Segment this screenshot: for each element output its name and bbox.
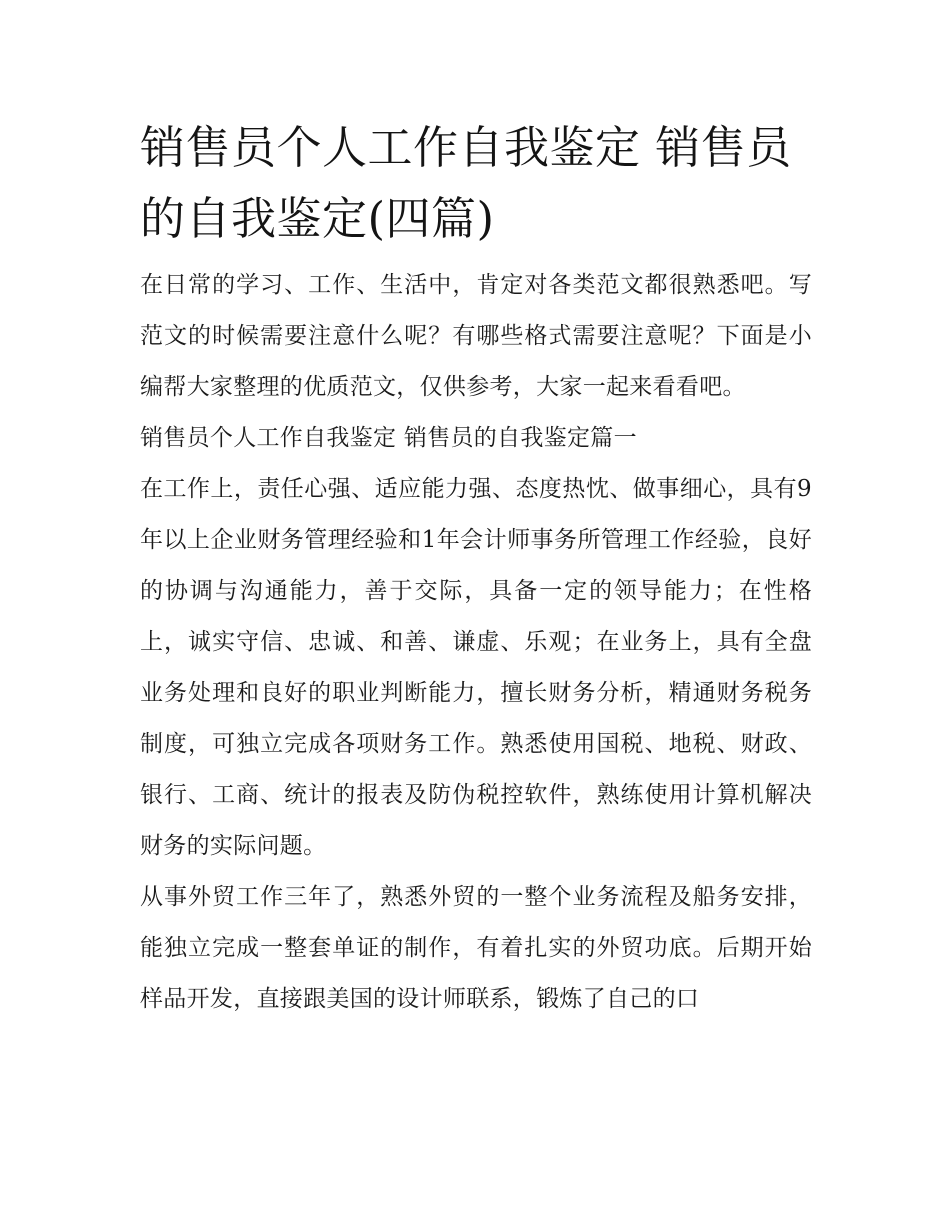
- section-heading: 销售员个人工作自我鉴定 销售员的自我鉴定篇一: [140, 425, 637, 451]
- document-body: [140, 112, 812, 1025]
- body-paragraph-1: 在工作上，责任心强、适应能力强、态度热忱、做事细心，具有9年以上企业财务管理经验和1年会计师事务所管理工作经验，良好的协调与沟通能力，善于交际，具备一定的领导能力；在性格上，诚实守信、忠诚、和善、谦虚、乐观；在业务上，具有全盘业务处理和良好的职业判断能力，擅长财务分析，精通财务税务制度，可独立完成各项财务工作。熟悉使用国税、地税、财政、银行、工商、统计的报表及防伪税控软件，熟练使用计算机解决财务的实际问题。: [140, 476, 812, 859]
- intro-paragraph: 在日常的学习、工作、生活中，肯定对各类范文都很熟悉吧。写范文的时候需要注意什么呢？有哪些格式需要注意呢？下面是小编帮大家整理的优质范文，仅供参考，大家一起来看看吧。: [140, 272, 812, 400]
- document-title: 销售员个人工作自我鉴定 销售员的自我鉴定(四篇): [140, 121, 792, 245]
- body-paragraph-2: 从事外贸工作三年了，熟悉外贸的一整个业务流程及船务安排，能独立完成一整套单证的制作，有着扎实的外贸功底。后期开始样品开发，直接跟美国的设计师联系，锻炼了自己的口: [140, 884, 812, 1012]
